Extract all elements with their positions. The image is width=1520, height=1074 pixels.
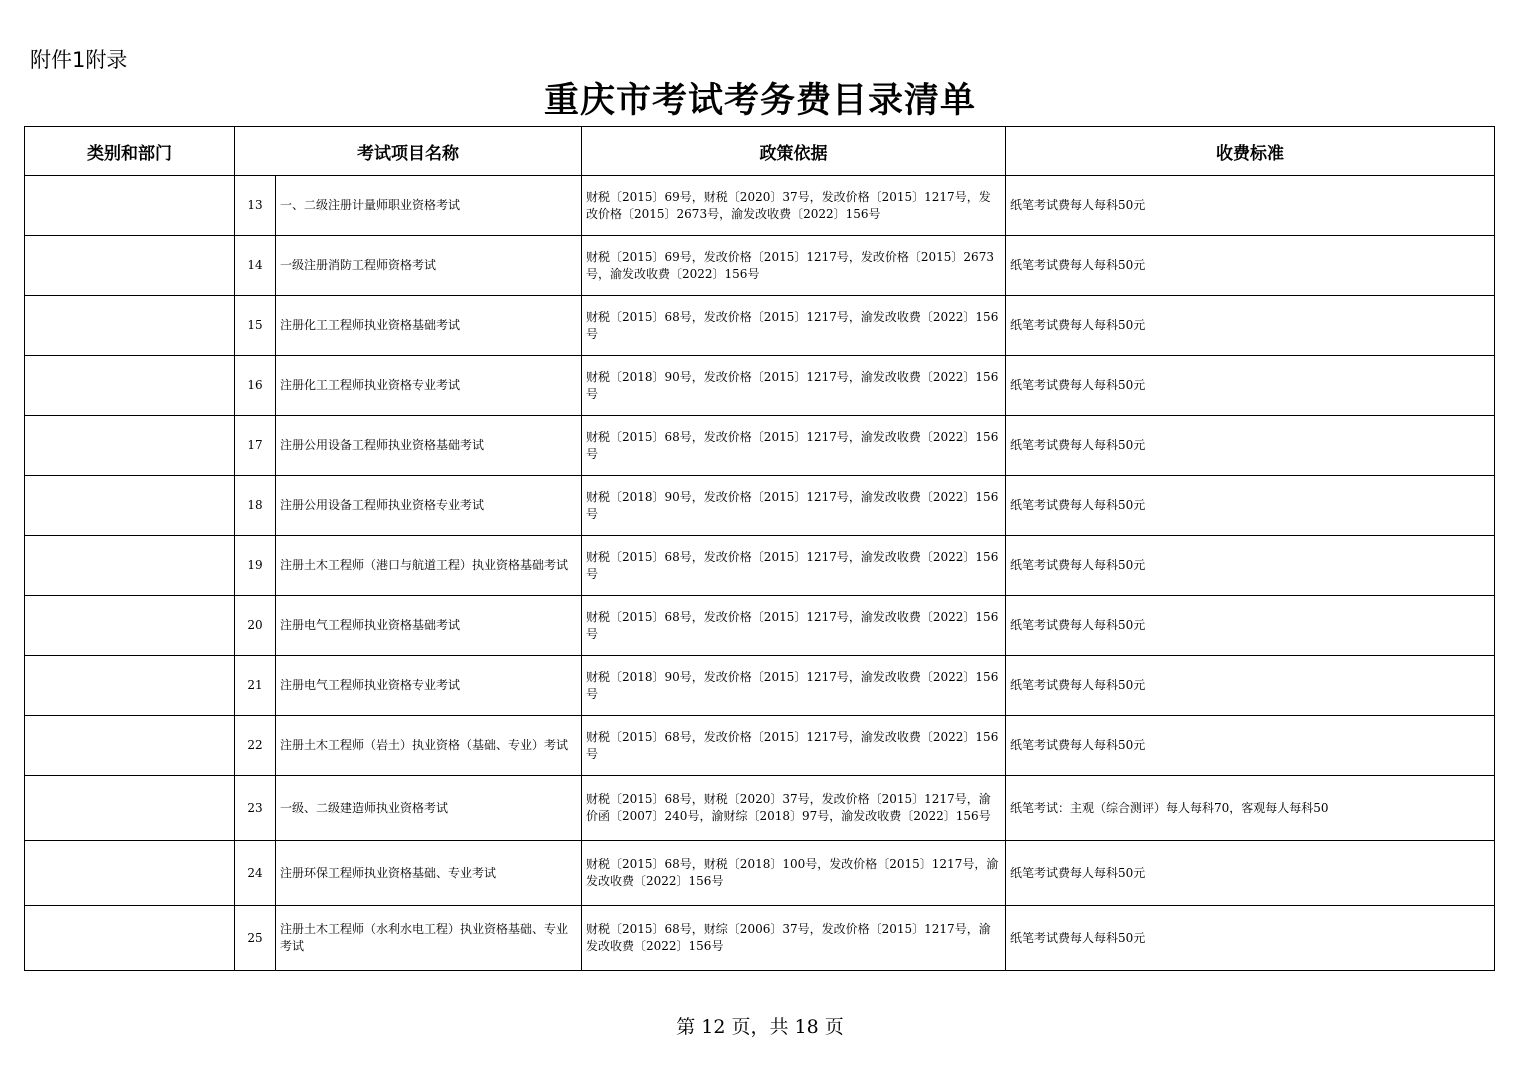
row-number: 21 bbox=[235, 656, 276, 716]
table-row bbox=[25, 596, 1495, 656]
exam-name-cell: 注册土木工程师（水利水电工程）执业资格基础、专业考试 bbox=[276, 906, 582, 971]
row-number: 23 bbox=[235, 776, 276, 841]
fee-cell: 纸笔考试：主观（综合测评）每人每科70，客观每人每科50 bbox=[1006, 776, 1495, 841]
table-row bbox=[25, 236, 1495, 296]
category-cell bbox=[25, 176, 235, 236]
policy-cell: 财税〔2018〕90号，发改价格〔2015〕1217号，渝发改收费〔2022〕156号 bbox=[582, 656, 1006, 716]
exam-name-cell: 注册电气工程师执业资格基础考试 bbox=[276, 596, 582, 656]
exam-name-cell: 一级注册消防工程师资格考试 bbox=[276, 236, 582, 296]
attachment-label: 附件1附录 bbox=[30, 48, 128, 72]
header-category: 类别和部门 bbox=[25, 127, 235, 176]
policy-cell: 财税〔2015〕68号，财税〔2018〕100号，发改价格〔2015〕1217号，渝发改收费〔2022〕156号 bbox=[582, 841, 1006, 906]
table-row bbox=[25, 716, 1495, 776]
category-cell bbox=[25, 716, 235, 776]
policy-cell: 财税〔2015〕69号，财税〔2020〕37号，发改价格〔2015〕1217号，发改价格〔2015〕2673号，渝发改收费〔2022〕156号 bbox=[582, 176, 1006, 236]
table-row bbox=[25, 356, 1495, 416]
category-cell bbox=[25, 596, 235, 656]
fee-cell: 纸笔考试费每人每科50元 bbox=[1006, 356, 1495, 416]
category-cell bbox=[25, 656, 235, 716]
exam-name-cell: 注册化工工程师执业资格专业考试 bbox=[276, 356, 582, 416]
table-row bbox=[25, 906, 1495, 971]
exam-name-cell: 注册公用设备工程师执业资格基础考试 bbox=[276, 416, 582, 476]
policy-cell: 财税〔2015〕68号，财综〔2006〕37号，发改价格〔2015〕1217号，渝发改收费〔2022〕156号 bbox=[582, 906, 1006, 971]
row-number: 16 bbox=[235, 356, 276, 416]
header-fee: 收费标准 bbox=[1006, 127, 1495, 176]
policy-cell: 财税〔2015〕68号，发改价格〔2015〕1217号，渝发改收费〔2022〕156号 bbox=[582, 596, 1006, 656]
row-number: 13 bbox=[235, 176, 276, 236]
exam-name-cell: 注册电气工程师执业资格专业考试 bbox=[276, 656, 582, 716]
exam-name-cell: 一级、二级建造师执业资格考试 bbox=[276, 776, 582, 841]
exam-name-cell: 注册化工工程师执业资格基础考试 bbox=[276, 296, 582, 356]
table-row bbox=[25, 536, 1495, 596]
policy-cell: 财税〔2018〕90号，发改价格〔2015〕1217号，渝发改收费〔2022〕156号 bbox=[582, 476, 1006, 536]
row-number: 24 bbox=[235, 841, 276, 906]
exam-name-cell: 注册土木工程师（岩土）执业资格（基础、专业）考试 bbox=[276, 716, 582, 776]
exam-name-cell: 一、二级注册计量师职业资格考试 bbox=[276, 176, 582, 236]
header-policy: 政策依据 bbox=[582, 127, 1006, 176]
fee-table bbox=[24, 126, 1495, 971]
fee-cell: 纸笔考试费每人每科50元 bbox=[1006, 596, 1495, 656]
category-cell bbox=[25, 416, 235, 476]
category-cell bbox=[25, 476, 235, 536]
fee-cell: 纸笔考试费每人每科50元 bbox=[1006, 416, 1495, 476]
category-cell bbox=[25, 296, 235, 356]
policy-cell: 财税〔2015〕68号，发改价格〔2015〕1217号，渝发改收费〔2022〕156号 bbox=[582, 416, 1006, 476]
header-exam-name: 考试项目名称 bbox=[235, 127, 582, 176]
policy-cell: 财税〔2015〕69号，发改价格〔2015〕1217号，发改价格〔2015〕2673号，渝发改收费〔2022〕156号 bbox=[582, 236, 1006, 296]
table-row bbox=[25, 776, 1495, 841]
table-row bbox=[25, 416, 1495, 476]
row-number: 19 bbox=[235, 536, 276, 596]
table-row bbox=[25, 176, 1495, 236]
row-number: 25 bbox=[235, 906, 276, 971]
row-number: 18 bbox=[235, 476, 276, 536]
policy-cell: 财税〔2015〕68号，发改价格〔2015〕1217号，渝发改收费〔2022〕156号 bbox=[582, 536, 1006, 596]
category-cell bbox=[25, 906, 235, 971]
table-row bbox=[25, 476, 1495, 536]
row-number: 15 bbox=[235, 296, 276, 356]
exam-name-cell: 注册土木工程师（港口与航道工程）执业资格基础考试 bbox=[276, 536, 582, 596]
row-number: 22 bbox=[235, 716, 276, 776]
table-header-row bbox=[25, 127, 1495, 176]
row-number: 17 bbox=[235, 416, 276, 476]
row-number: 20 bbox=[235, 596, 276, 656]
category-cell bbox=[25, 776, 235, 841]
fee-cell: 纸笔考试费每人每科50元 bbox=[1006, 536, 1495, 596]
table-row bbox=[25, 841, 1495, 906]
row-number: 14 bbox=[235, 236, 276, 296]
fee-cell: 纸笔考试费每人每科50元 bbox=[1006, 906, 1495, 971]
fee-cell: 纸笔考试费每人每科50元 bbox=[1006, 176, 1495, 236]
exam-name-cell: 注册公用设备工程师执业资格专业考试 bbox=[276, 476, 582, 536]
policy-cell: 财税〔2015〕68号，财税〔2020〕37号，发改价格〔2015〕1217号，渝价函〔2007〕240号，渝财综〔2018〕97号，渝发改收费〔2022〕156号 bbox=[582, 776, 1006, 841]
fee-cell: 纸笔考试费每人每科50元 bbox=[1006, 296, 1495, 356]
category-cell bbox=[25, 536, 235, 596]
fee-cell: 纸笔考试费每人每科50元 bbox=[1006, 476, 1495, 536]
exam-name-cell: 注册环保工程师执业资格基础、专业考试 bbox=[276, 841, 582, 906]
fee-cell: 纸笔考试费每人每科50元 bbox=[1006, 716, 1495, 776]
page-footer: 第 12 页，共 18 页 bbox=[676, 1016, 844, 1038]
table-row bbox=[25, 656, 1495, 716]
category-cell bbox=[25, 356, 235, 416]
fee-cell: 纸笔考试费每人每科50元 bbox=[1006, 841, 1495, 906]
category-cell bbox=[25, 236, 235, 296]
table-row bbox=[25, 296, 1495, 356]
policy-cell: 财税〔2018〕90号，发改价格〔2015〕1217号，渝发改收费〔2022〕156号 bbox=[582, 356, 1006, 416]
category-cell bbox=[25, 841, 235, 906]
fee-cell: 纸笔考试费每人每科50元 bbox=[1006, 236, 1495, 296]
fee-cell: 纸笔考试费每人每科50元 bbox=[1006, 656, 1495, 716]
policy-cell: 财税〔2015〕68号，发改价格〔2015〕1217号，渝发改收费〔2022〕156号 bbox=[582, 716, 1006, 776]
policy-cell: 财税〔2015〕68号，发改价格〔2015〕1217号，渝发改收费〔2022〕156号 bbox=[582, 296, 1006, 356]
page-title: 重庆市考试考务费目录清单 bbox=[543, 80, 976, 121]
